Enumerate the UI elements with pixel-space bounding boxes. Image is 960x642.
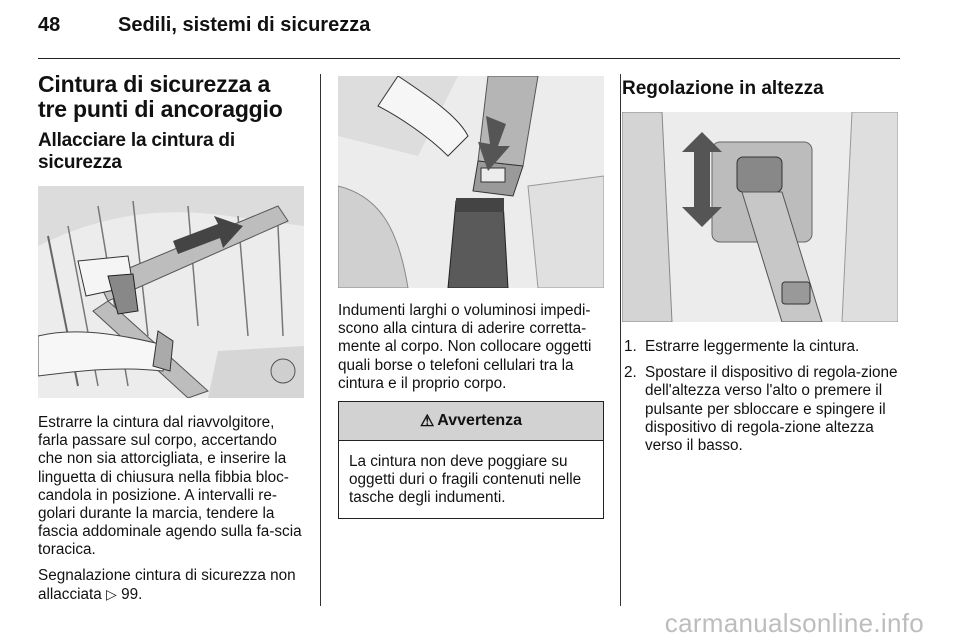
warning-text: La cintura non deve poggiare su oggetti duri o fragili contenuti nelle tasche degli indumenti. <box>349 453 582 507</box>
running-title: Sedili, sistemi di sicurezza <box>118 14 371 36</box>
paragraph-fasten-instructions: Estrarre la cintura dal riavvolgitore, farla passare sul corpo, accertando che non sia attorcigliata, e inserire la linguetta di chiusura nella fibbia bloc-candola in posizione. A intervalli re-golari durante la marcia, tendere la fascia addominale agendo sulla fa-scia toracica. <box>38 414 302 559</box>
warning-box <box>338 401 604 519</box>
page-number: 48 <box>38 14 61 36</box>
buckle-insert-drawing <box>338 76 604 288</box>
height-adjuster-drawing <box>622 112 898 322</box>
paragraph-clothing: Indumenti larghi o voluminosi impedi-scono alla cintura di aderire corretta-mente al corpo. Non collocare oggetti quali borse o telefoni cellulari tra la cintura e il proprio corpo. <box>338 302 592 392</box>
step-text: Spostare il dispositivo di regola-zione dell'altezza verso l'alto o premere il pulsante per sbloccare e spingere il dispositivo di regola-zione altezza verso il basso. <box>645 364 898 455</box>
warning-header <box>339 402 603 441</box>
paragraph-warning-reference-text: Segnalazione cintura di sicurezza non allacciata <box>38 566 296 603</box>
step-number: 2. <box>624 364 637 382</box>
illustration-buckle-insert <box>338 76 604 288</box>
header-rule <box>38 58 900 59</box>
fasten-belt-drawing <box>38 186 304 398</box>
column-1 <box>38 72 304 604</box>
height-adjustment-title: Regolazione in altezza <box>622 78 824 99</box>
illustration-height-adjuster <box>622 112 898 322</box>
list-item <box>622 338 902 356</box>
column-2 <box>338 72 604 519</box>
warning-triangle-icon: ⚠ <box>419 413 435 431</box>
column-divider-2 <box>620 74 621 606</box>
watermark: carmanualsonline.info <box>664 608 924 638</box>
reference-page: 99. <box>121 585 143 603</box>
paragraph-warning-reference <box>38 567 304 604</box>
column-divider-1 <box>320 74 321 606</box>
step-number: 1. <box>624 338 637 355</box>
step-text: Estrarre leggermente la cintura. <box>645 338 860 355</box>
column-3 <box>622 72 902 463</box>
section-title: Cintura di sicurezza a tre punti di ancoraggio <box>38 71 283 122</box>
list-item <box>622 364 902 455</box>
steps-list <box>622 338 902 455</box>
reference-arrow-icon: ▷ <box>106 585 117 602</box>
subsection-title: Allacciare la cintura di sicurezza <box>38 130 235 173</box>
illustration-fasten-belt <box>38 186 304 398</box>
warning-title: Avvertenza <box>437 412 523 430</box>
